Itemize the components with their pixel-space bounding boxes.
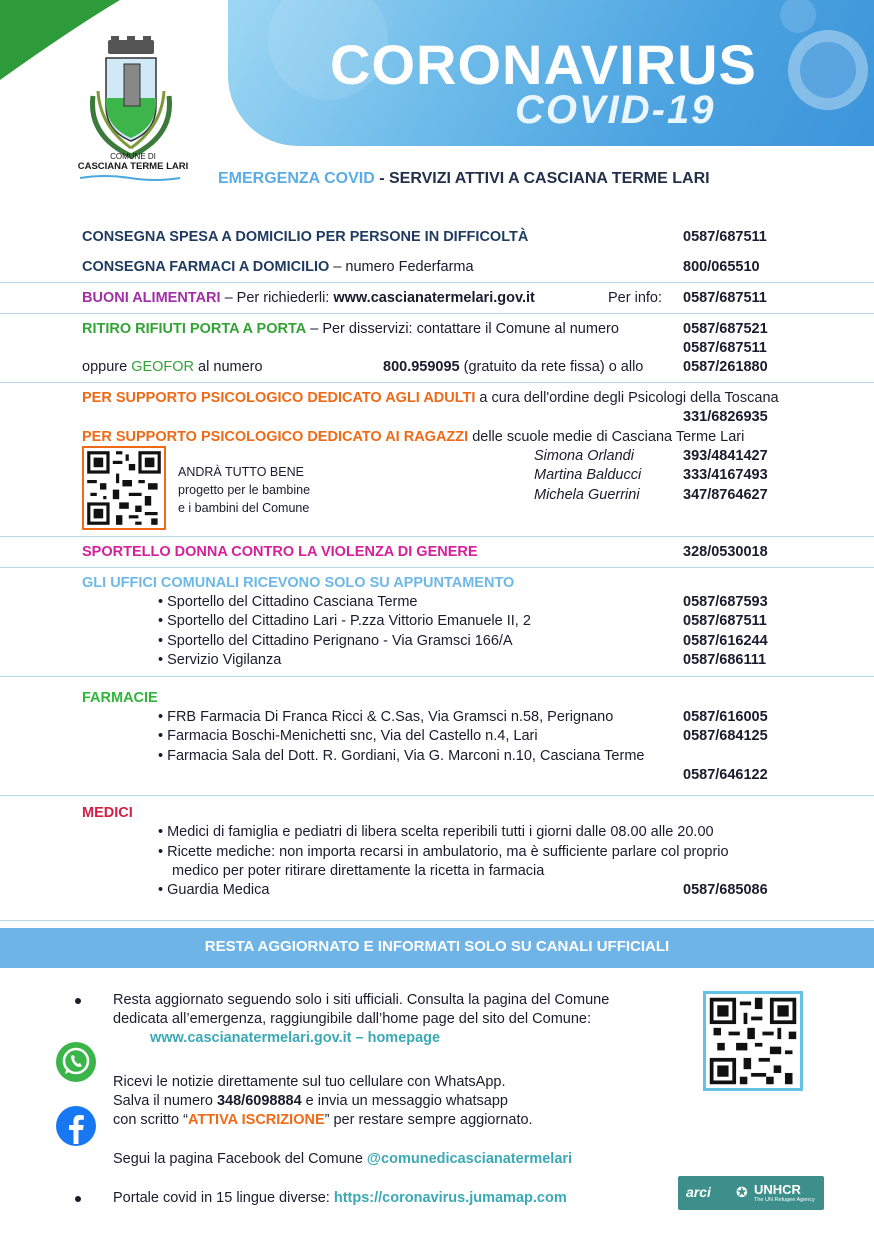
divider (0, 282, 874, 283)
unhcr-icon: ✪ (736, 1184, 748, 1200)
service-psico-adulti-phone: 331/6826935 (683, 409, 768, 425)
qr-caption (178, 463, 310, 517)
whatsapp-keyword: ATTIVA ISCRIZIONE (187, 1112, 325, 1128)
list-item: • Ricette mediche: non importa recarsi in ambulatorio, ma è sufficiente parlare col proprio (158, 844, 729, 860)
service-psico-adulti-extra: a cura dell'ordine degli Psicologi della Toscana (475, 390, 779, 406)
service-spesa-phone: 0587/687511 (683, 229, 767, 245)
qr-caption-line: progetto per le bambine (178, 483, 311, 497)
service-rifiuti-label: RITIRO RIFIUTI PORTA A PORTA (82, 321, 307, 337)
unhcr-tagline: The UN Refugee Agency (754, 1197, 815, 1203)
contact-name: Simona Orlandi (534, 448, 634, 464)
footer-portal-text: Portale covid in 15 lingue diverse: (113, 1190, 334, 1206)
divider (0, 795, 874, 796)
service-rifiuti (82, 321, 619, 337)
headline (218, 170, 710, 188)
footer-p1-line2: dedicata all’emergenza, raggiungibile dall’home page del sito del Comune: (113, 1011, 591, 1027)
logo-wave-decoration (80, 174, 180, 182)
list-item-phone: 0587/684125 (683, 728, 768, 744)
page-title: CORONAVIRUS (330, 33, 757, 96)
headline-emergency: EMERGENZA COVID (218, 170, 375, 187)
contact-phone: 393/4841427 (683, 448, 768, 464)
footer-portal-line (113, 1189, 567, 1208)
list-item-phone: 0587/687511 (683, 613, 767, 629)
uffici-label: GLI UFFICI COMUNALI RICEVONO SOLO SU APPUNTAMENTO (82, 575, 515, 591)
service-rifiuti-phone1: 0587/687521 (683, 321, 768, 337)
list-item: • Sportello del Cittadino Perignano - Via Gramsci 166/A (158, 633, 513, 649)
service-rifiuti-al-numero: al numero (194, 359, 263, 375)
list-item-phone: 0587/685086 (683, 882, 768, 898)
service-buoni-extra: – Per richiederli: (220, 290, 334, 306)
service-rifiuti-geofor (82, 359, 263, 375)
list-item: • Sportello del Cittadino Lari - P.zza Vittorio Emanuele II, 2 (158, 613, 531, 629)
list-item-continued: medico per poter ritirare direttamente la ricetta in farmacia (172, 863, 545, 879)
bullet-dot (75, 1196, 81, 1202)
service-spesa (82, 229, 528, 245)
divider (0, 313, 874, 314)
service-spesa-label: CONSEGNA SPESA A DOMICILIO PER PERSONE IN DIFFICOLTÀ (82, 229, 529, 245)
footer-wa-text: con scritto “ (113, 1112, 188, 1128)
service-psico-ragazzi (82, 429, 744, 445)
logo-name-label: CASCIANA TERME LARI (77, 161, 189, 172)
footer-wa-text: e invia un messaggio whatsapp (301, 1093, 508, 1109)
service-farmaci-phone: 800/065510 (683, 259, 760, 275)
qr-caption-line: ANDRÀ TUTTO BENE (178, 465, 304, 479)
service-buoni-site: www.cascianatermelari.gov.it (333, 290, 535, 306)
qr-code-comune[interactable] (703, 991, 803, 1091)
service-buoni (82, 290, 535, 306)
list-item-phone: 0587/686111 (683, 652, 767, 668)
service-rifiuti-geofor-name: GEOFOR (131, 359, 195, 375)
service-psico-ragazzi-extra: delle scuole medie di Casciana Terme Lari (468, 429, 745, 445)
footer-wa-line1: Ricevi le notizie direttamente sul tuo cellulare con WhatsApp. (113, 1074, 506, 1090)
list-item-phone: 0587/616244 (683, 633, 768, 649)
divider (0, 567, 874, 568)
service-sportello-donna-label: SPORTELLO DONNA CONTRO LA VIOLENZA DI GENERE (82, 544, 478, 560)
divider (0, 676, 874, 677)
service-rifiuti-geofor-note: (gratuito da rete fissa) o allo (459, 359, 644, 375)
list-item: • FRB Farmacia Di Franca Ricci & C.Sas, Via Gramsci n.58, Perignano (158, 709, 614, 725)
partner-logos (678, 1176, 824, 1210)
service-farmaci (82, 259, 474, 275)
arci-logo: arci (686, 1184, 711, 1200)
facebook-icon[interactable] (54, 1104, 98, 1148)
whatsapp-icon[interactable] (54, 1040, 98, 1084)
footer-wa-text: ” per restare sempre aggiornato. (324, 1112, 533, 1128)
contact-phone: 333/4167493 (683, 467, 768, 483)
service-buoni-phone: 0587/687511 (683, 290, 767, 306)
bullet-dot (75, 998, 81, 1004)
medici-heading (82, 805, 133, 821)
footer-fb-text: Segui la pagina Facebook del Comune (113, 1151, 367, 1167)
headline-services: - SERVIZI ATTIVI A CASCIANA TERME LARI (374, 170, 710, 187)
whatsapp-number: 348/6098884 (216, 1093, 302, 1109)
service-rifiuti-geofor-num: 800.959095 (383, 359, 460, 375)
list-item: • Guardia Medica (158, 882, 270, 898)
logo-comune-label: COMUNE DI (110, 152, 156, 161)
service-rifiuti-extra: – Per disservizi: contattare il Comune al numero (306, 321, 619, 337)
service-farmaci-label: CONSEGNA FARMACI A DOMICILIO (82, 259, 330, 275)
list-item-phone: 0587/646122 (683, 767, 768, 783)
service-buoni-label: BUONI ALIMENTARI (82, 290, 221, 306)
list-item: • Farmacia Boschi-Menichetti snc, Via del Castello n.4, Lari (158, 728, 538, 744)
divider (0, 382, 874, 383)
service-rifiuti-oppure: oppure (82, 359, 132, 375)
list-item: • Servizio Vigilanza (158, 652, 282, 668)
qr-caption-line: e i bambini del Comune (178, 501, 310, 515)
service-psico-ragazzi-label: PER SUPPORTO PSICOLOGICO DEDICATO AI RAGAZZI (82, 429, 469, 445)
service-sportello-donna-phone: 328/0530018 (683, 544, 768, 560)
service-rifiuti-phone3: 0587/261880 (683, 359, 768, 375)
list-item: • Medici di famiglia e pediatri di libera scelta reperibili tutti i giorni dalle 08.00 alle 20.00 (158, 824, 714, 840)
service-buoni-info: Per info: (608, 290, 662, 306)
comune-homepage-link[interactable]: www.cascianatermelari.gov.it – homepage (150, 1030, 441, 1046)
farmacie-heading (82, 690, 158, 706)
medici-label: MEDICI (82, 805, 133, 821)
service-psico-adulti-label: PER SUPPORTO PSICOLOGICO DEDICATO AGLI ADULTI (82, 390, 476, 406)
divider (0, 920, 874, 921)
portal-link[interactable]: https://coronavirus.jumamap.com (333, 1190, 567, 1206)
qr-code-andra-tutto-bene[interactable] (82, 446, 166, 530)
footer-wa-text: Salva il numero (113, 1093, 217, 1109)
list-item-phone: 0587/687593 (683, 594, 768, 610)
contact-name: Martina Balducci (534, 467, 642, 483)
list-item-phone: 0587/616005 (683, 709, 768, 725)
contact-name: Michela Guerrini (534, 487, 640, 503)
farmacie-label: FARMACIE (82, 690, 158, 706)
divider (0, 536, 874, 537)
list-item: • Sportello del Cittadino Casciana Terme (158, 594, 418, 610)
footer-wa-line2 (113, 1092, 508, 1111)
unhcr-logo: UNHCR (754, 1182, 801, 1197)
service-psico-adulti (82, 390, 779, 406)
service-sportello-donna (82, 544, 478, 560)
uffici-heading (82, 575, 514, 591)
footer-p1-line1: Resta aggiornato seguendo solo i siti ufficiali. Consulta la pagina del Comune (113, 992, 610, 1008)
service-rifiuti-geofor-line (383, 359, 643, 375)
page-subtitle: COVID-19 (515, 88, 716, 132)
footer-wa-line3 (113, 1111, 533, 1130)
footer-title: RESTA AGGIORNATO E INFORMATI SOLO SU CANALI UFFICIALI (204, 938, 670, 955)
service-rifiuti-phone2: 0587/687511 (683, 340, 767, 356)
contact-phone: 347/8764627 (683, 487, 768, 503)
facebook-page-link[interactable]: @comunedicascianatermelari (366, 1151, 573, 1167)
list-item: • Farmacia Sala del Dott. R. Gordiani, Via G. Marconi n.10, Casciana Terme (158, 748, 645, 764)
footer-fb-line (113, 1150, 572, 1169)
service-farmaci-extra: – numero Federfarma (329, 259, 474, 275)
